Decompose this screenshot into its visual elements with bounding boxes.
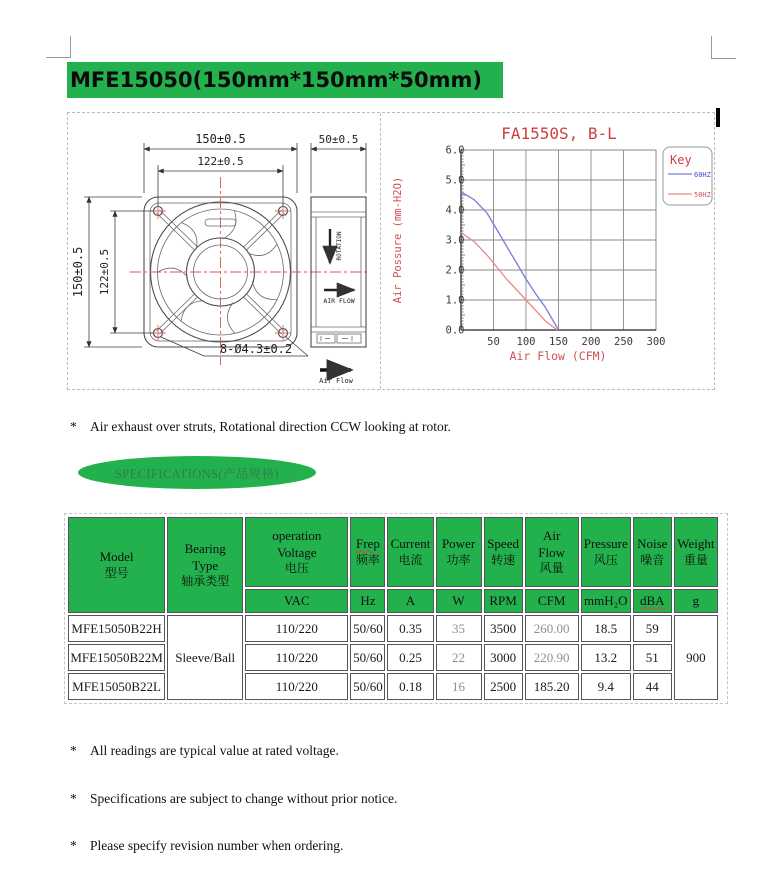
corner-mark-left-vertical [70, 36, 71, 58]
footnote-2: * Specifications are subject to change without prior notice. [70, 790, 398, 806]
cell-airflow: 185.20 [525, 673, 579, 700]
fan-dimension-drawing [68, 113, 380, 389]
y-axis-label: Air Possure (mm-H2O) [392, 176, 404, 304]
col-header-weight: Weight 重量 [674, 517, 718, 587]
chart-panel [381, 113, 714, 389]
figure-panels [67, 112, 715, 390]
corner-mark-right-horizontal [711, 58, 736, 59]
svg-text:150: 150 [549, 336, 568, 348]
cell-voltage: 110/220 [245, 615, 348, 642]
svg-text:122±0.5: 122±0.5 [98, 248, 111, 296]
cell-model: MFE15050B22M [68, 644, 165, 671]
air-flow-bottom-label: Air Flow [319, 377, 353, 385]
col-header-current: Current 电流 [387, 517, 433, 587]
cell-pressure: 18.5 [581, 615, 631, 642]
unit-noise: dBA [633, 589, 672, 613]
x-axis-label: Air Flow (CFM) [509, 349, 607, 363]
cell-current: 0.25 [387, 644, 433, 671]
cell-airflow: 260.00 [525, 615, 579, 642]
col-header-bearing: Bearing Type 轴承类型 [167, 517, 243, 613]
footnote-1: * All readings are typical value at rated voltage. [70, 742, 339, 758]
legend-label-50hz: 50HZ [694, 191, 711, 199]
drawing-panel [68, 113, 381, 389]
col-header-frequency: Frep 频率 [350, 517, 385, 587]
page-title: MFE15050(150mm*150mm*50mm) [67, 62, 503, 98]
col-header-voltage: operation Voltage 电压 [245, 517, 348, 587]
table-row [68, 615, 718, 642]
unit-current: A [387, 589, 433, 613]
chart-grid [461, 150, 656, 330]
cell-speed: 3500 [484, 615, 523, 642]
side-nameplate-right [337, 334, 361, 343]
spec-table [66, 515, 720, 702]
svg-text:250: 250 [614, 336, 633, 348]
cell-noise: 51 [633, 644, 672, 671]
col-header-pressure: Pressure 风压 [581, 517, 631, 587]
corner-mark-left-horizontal [46, 57, 71, 58]
cell-model: MFE15050B22H [68, 615, 165, 642]
chart-legend [663, 147, 712, 205]
note-rotor: * Air exhaust over struts, Rotational direction CCW looking at rotor. [70, 418, 451, 434]
cell-speed: 2500 [484, 673, 523, 700]
performance-chart [381, 113, 714, 389]
chart-title: FA1550S, B-L [501, 124, 617, 143]
chart-series [461, 192, 559, 330]
air-flow-side-label: AIR FLOW [323, 297, 355, 305]
col-header-airflow: Air Flow 风量 [525, 517, 579, 587]
svg-text:6.0: 6.0 [445, 144, 465, 157]
dimension-50-depth [311, 133, 366, 193]
legend-label-60hz: 60HZ [694, 171, 711, 179]
cell-power: 35 [436, 615, 482, 642]
cell-noise: 59 [633, 615, 672, 642]
note-bullet: * [70, 418, 77, 434]
svg-text:5.0: 5.0 [445, 174, 465, 187]
svg-text:122±0.5: 122±0.5 [197, 155, 244, 168]
svg-text:300: 300 [646, 336, 666, 348]
svg-text:0.0: 0.0 [445, 324, 465, 337]
fan-front-view [130, 177, 370, 365]
legend-title: Key [670, 153, 692, 167]
unit-weight: g [674, 589, 718, 613]
col-header-noise: Noise 噪音 [633, 517, 672, 587]
cell-power: 16 [436, 673, 482, 700]
col-header-model: Model 型号 [68, 517, 165, 613]
cell-current: 0.35 [387, 615, 433, 642]
svg-text:50±0.5: 50±0.5 [318, 133, 359, 146]
cell-frequency: 50/60 [350, 615, 385, 642]
units-row [68, 589, 718, 613]
cell-bearing: Sleeve/Ball [167, 615, 243, 700]
cell-model: MFE15050B22L [68, 673, 165, 700]
svg-text:4.0: 4.0 [445, 204, 465, 217]
svg-text:150±0.5: 150±0.5 [71, 246, 85, 298]
series-50HZ [461, 233, 557, 331]
footnote-3: * Please specify revision number when ordering. [70, 837, 344, 853]
specifications-badge: SPECIFICATIONS(产品规格) [78, 456, 316, 489]
svg-text:2.0: 2.0 [445, 264, 465, 277]
svg-text:150±0.5: 150±0.5 [195, 132, 246, 146]
unit-frequency: Hz [350, 589, 385, 613]
svg-text:50: 50 [487, 336, 500, 348]
air-flow-bottom [319, 370, 354, 385]
svg-text:3.0: 3.0 [445, 234, 465, 247]
svg-text:1.0: 1.0 [445, 294, 465, 307]
svg-text:200: 200 [581, 336, 601, 348]
cell-pressure: 9.4 [581, 673, 631, 700]
cell-speed: 3000 [484, 644, 523, 671]
unit-power: W [436, 589, 482, 613]
cell-current: 0.18 [387, 673, 433, 700]
corner-mark-right-vertical [711, 36, 712, 59]
table-row [68, 644, 718, 671]
cell-frequency: 50/60 [350, 644, 385, 671]
cell-voltage: 110/220 [245, 644, 348, 671]
unit-pressure: mmH₂O [581, 589, 631, 613]
cell-frequency: 50/60 [350, 673, 385, 700]
text-cursor-bar [716, 108, 720, 127]
cell-weight: 900 [674, 615, 718, 700]
cell-noise: 44 [633, 673, 672, 700]
cell-pressure: 13.2 [581, 644, 631, 671]
cell-power: 22 [436, 644, 482, 671]
unit-speed: RPM [484, 589, 523, 613]
svg-text:8-Ø4.3±0.2: 8-Ø4.3±0.2 [219, 342, 293, 356]
series-60HZ [461, 192, 559, 330]
rotation-label: ROTATION [336, 231, 343, 261]
header-row [68, 517, 718, 587]
cell-voltage: 110/220 [245, 673, 348, 700]
unit-voltage: VAC [245, 589, 348, 613]
col-header-power: Power 功率 [436, 517, 482, 587]
unit-airflow: CFM [525, 589, 579, 613]
table-row [68, 673, 718, 700]
col-header-speed: Speed 转速 [484, 517, 523, 587]
cell-airflow: 220.90 [525, 644, 579, 671]
spec-table-wrap [64, 513, 728, 704]
svg-text:100: 100 [516, 336, 536, 348]
